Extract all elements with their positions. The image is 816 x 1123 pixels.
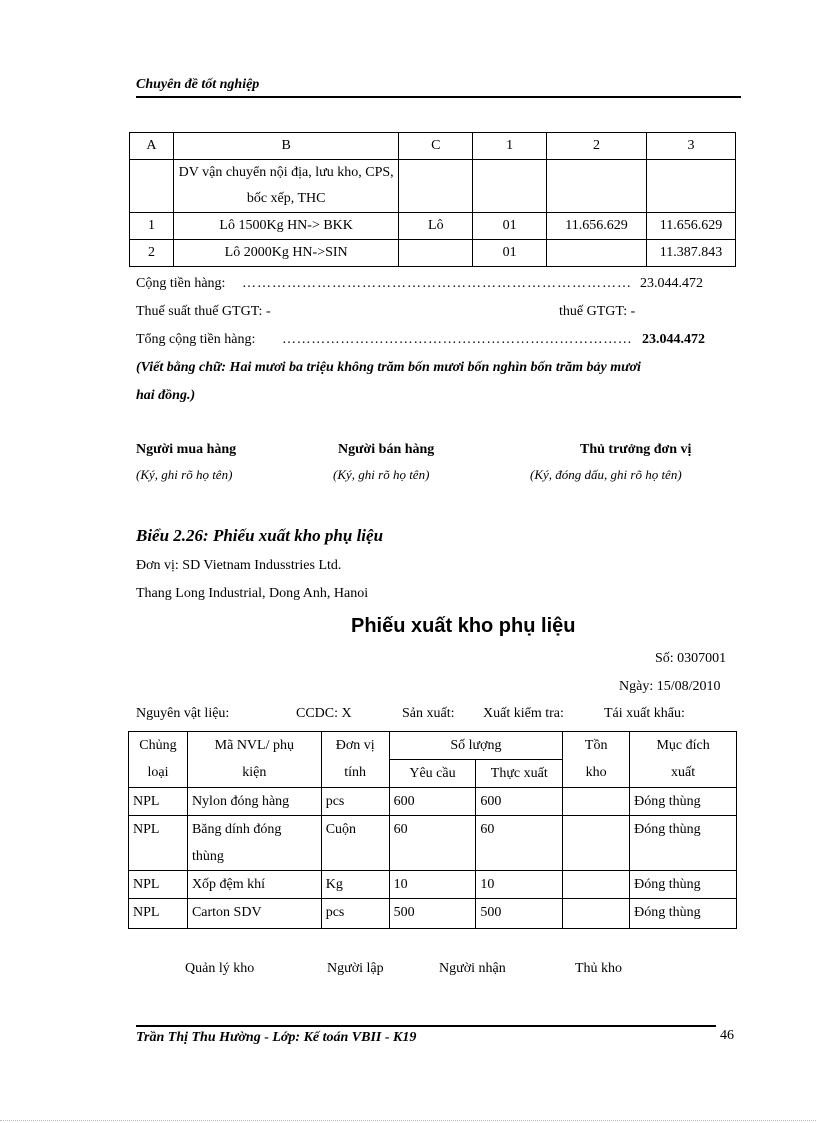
invoice-cell: 11.656.629 (647, 213, 736, 240)
invoice-header-row (130, 133, 736, 160)
header-type: Chủng loại (129, 732, 188, 788)
category-label: Sản xuất: (402, 706, 455, 721)
invoice-cell: 11.387.843 (647, 240, 736, 267)
header-rule (136, 96, 741, 98)
subtotal-dots: …………………………………………………………………… (242, 276, 632, 291)
cell-stock (563, 899, 630, 929)
cell-code: Băng dính đóng thùng (187, 816, 321, 871)
cell-unit: Kg (321, 871, 389, 899)
table-row (129, 871, 737, 899)
cell-code: Carton SDV (187, 899, 321, 929)
invoice-row (130, 160, 736, 213)
signature-preparer: Người lập (327, 961, 384, 976)
cell-requested: 600 (389, 788, 476, 816)
cell-requested: 500 (389, 899, 476, 929)
cell-type: NPL (129, 871, 188, 899)
issue-table (128, 731, 737, 929)
header-purpose: Mục đích xuất (630, 732, 737, 788)
cell-purpose: Đóng thùng (630, 816, 737, 871)
signature-role: Người bán hàng (338, 442, 435, 457)
signature-storekeeper: Thủ kho (575, 961, 623, 976)
invoice-cell (130, 160, 174, 213)
vat-amount-label: thuế GTGT: - (559, 304, 636, 319)
invoice-cell: 01 (473, 213, 547, 240)
page-number: 46 (720, 1028, 734, 1043)
category-label: Xuất kiểm tra: (483, 706, 564, 721)
cell-actual: 10 (476, 871, 563, 899)
unit-line: Đơn vị: SD Vietnam Indusstries Ltd. (136, 558, 342, 573)
cell-code: Nylon đóng hàng (187, 788, 321, 816)
cell-purpose: Đóng thùng (630, 788, 737, 816)
invoice-cell: Lô 1500Kg HN-> BKK (173, 213, 398, 240)
grand-total-value: 23.044.472 (642, 332, 705, 347)
form-number: Số: 0307001 (655, 651, 727, 666)
signature-warehouse-manager: Quản lý kho (185, 961, 255, 976)
cell-type: NPL (129, 816, 188, 871)
cell-requested: 10 (389, 871, 476, 899)
cell-unit: pcs (321, 899, 389, 929)
invoice-cell: 1 (130, 213, 174, 240)
header-code: Mã NVL/ phụ kiện (187, 732, 321, 788)
invoice-cell: 2 (130, 240, 174, 267)
cell-stock (563, 871, 630, 899)
issue-header-row (129, 732, 737, 760)
cell-type: NPL (129, 788, 188, 816)
cell-code: Xốp đệm khí (187, 871, 321, 899)
document-header-title: Chuyên đề tốt nghiệp (136, 77, 260, 92)
signature-note: (Ký, đóng dấu, ghi rõ họ tên) (530, 467, 682, 482)
subtotal-value: 23.044.472 (640, 276, 703, 291)
invoice-row (130, 213, 736, 240)
header-actual: Thực xuất (476, 760, 563, 788)
cell-actual: 600 (476, 788, 563, 816)
signature-note: (Ký, ghi rõ họ tên) (136, 467, 233, 482)
cell-actual: 60 (476, 816, 563, 871)
header-unit: Đơn vị tính (321, 732, 389, 788)
invoice-col-header: 2 (547, 133, 647, 160)
form-date: Ngày: 15/08/2010 (619, 679, 721, 694)
header-stock: Tồn kho (563, 732, 630, 788)
invoice-row (130, 240, 736, 267)
page-bottom-border (0, 1120, 816, 1121)
table-row (129, 816, 737, 871)
section-heading: Biểu 2.26: Phiếu xuất kho phụ liệu (136, 526, 384, 545)
signature-role: Người mua hàng (136, 442, 237, 457)
cell-purpose: Đóng thùng (630, 871, 737, 899)
signature-note: (Ký, ghi rõ họ tên) (333, 467, 430, 482)
invoice-cell (547, 160, 647, 213)
grand-total-label: Tổng cộng tiền hàng: (136, 332, 256, 347)
invoice-cell: Lô 2000Kg HN->SIN (173, 240, 398, 267)
invoice-col-header: 3 (647, 133, 736, 160)
vat-rate-label: Thuế suất thuế GTGT: - (136, 304, 271, 319)
invoice-table (129, 132, 736, 267)
header-requested: Yêu cầu (389, 760, 476, 788)
cell-unit: Cuộn (321, 816, 389, 871)
cell-stock (563, 816, 630, 871)
footer-author: Trần Thị Thu Hường - Lớp: Kế toán VBII - K19 (136, 1030, 417, 1045)
signature-role: Thủ trưởng đơn vị (580, 442, 692, 457)
category-label: CCDC: X (296, 706, 352, 721)
invoice-cell (399, 240, 473, 267)
category-label: Tái xuất khẩu: (604, 706, 685, 721)
cell-unit: pcs (321, 788, 389, 816)
invoice-cell: Lô (399, 213, 473, 240)
invoice-cell (547, 240, 647, 267)
signature-receiver: Người nhận (439, 961, 506, 976)
cell-type: NPL (129, 899, 188, 929)
cell-purpose: Đóng thùng (630, 899, 737, 929)
form-title: Phiếu xuất kho phụ liệu (351, 615, 576, 637)
table-row (129, 899, 737, 929)
footer-rule (136, 1025, 716, 1027)
invoice-col-header: B (173, 133, 398, 160)
grand-total-dots: ……………………………………………………………… (282, 332, 633, 347)
header-quantity: Số lượng (389, 732, 563, 760)
invoice-col-header: C (399, 133, 473, 160)
address-line: Thang Long Industrial, Dong Anh, Hanoi (136, 586, 369, 601)
cell-stock (563, 788, 630, 816)
invoice-cell (647, 160, 736, 213)
cell-actual: 500 (476, 899, 563, 929)
cell-requested: 60 (389, 816, 476, 871)
category-label: Nguyên vật liệu: (136, 706, 230, 721)
amount-in-words-line1: (Viết bằng chữ: Hai mươi ba triệu không trăm bốn mươi bốn nghìn bốn trăm bảy mươi (136, 360, 641, 375)
invoice-col-header: A (130, 133, 174, 160)
amount-in-words-line2: hai đồng.) (136, 388, 196, 403)
invoice-col-header: 1 (473, 133, 547, 160)
table-row (129, 788, 737, 816)
invoice-cell: 11.656.629 (547, 213, 647, 240)
invoice-cell (399, 160, 473, 213)
invoice-cell: DV vận chuyển nội địa, lưu kho, CPS, bốc xếp, THC (173, 160, 398, 213)
invoice-cell (473, 160, 547, 213)
invoice-cell: 01 (473, 240, 547, 267)
subtotal-label: Cộng tiền hàng: (136, 276, 226, 291)
